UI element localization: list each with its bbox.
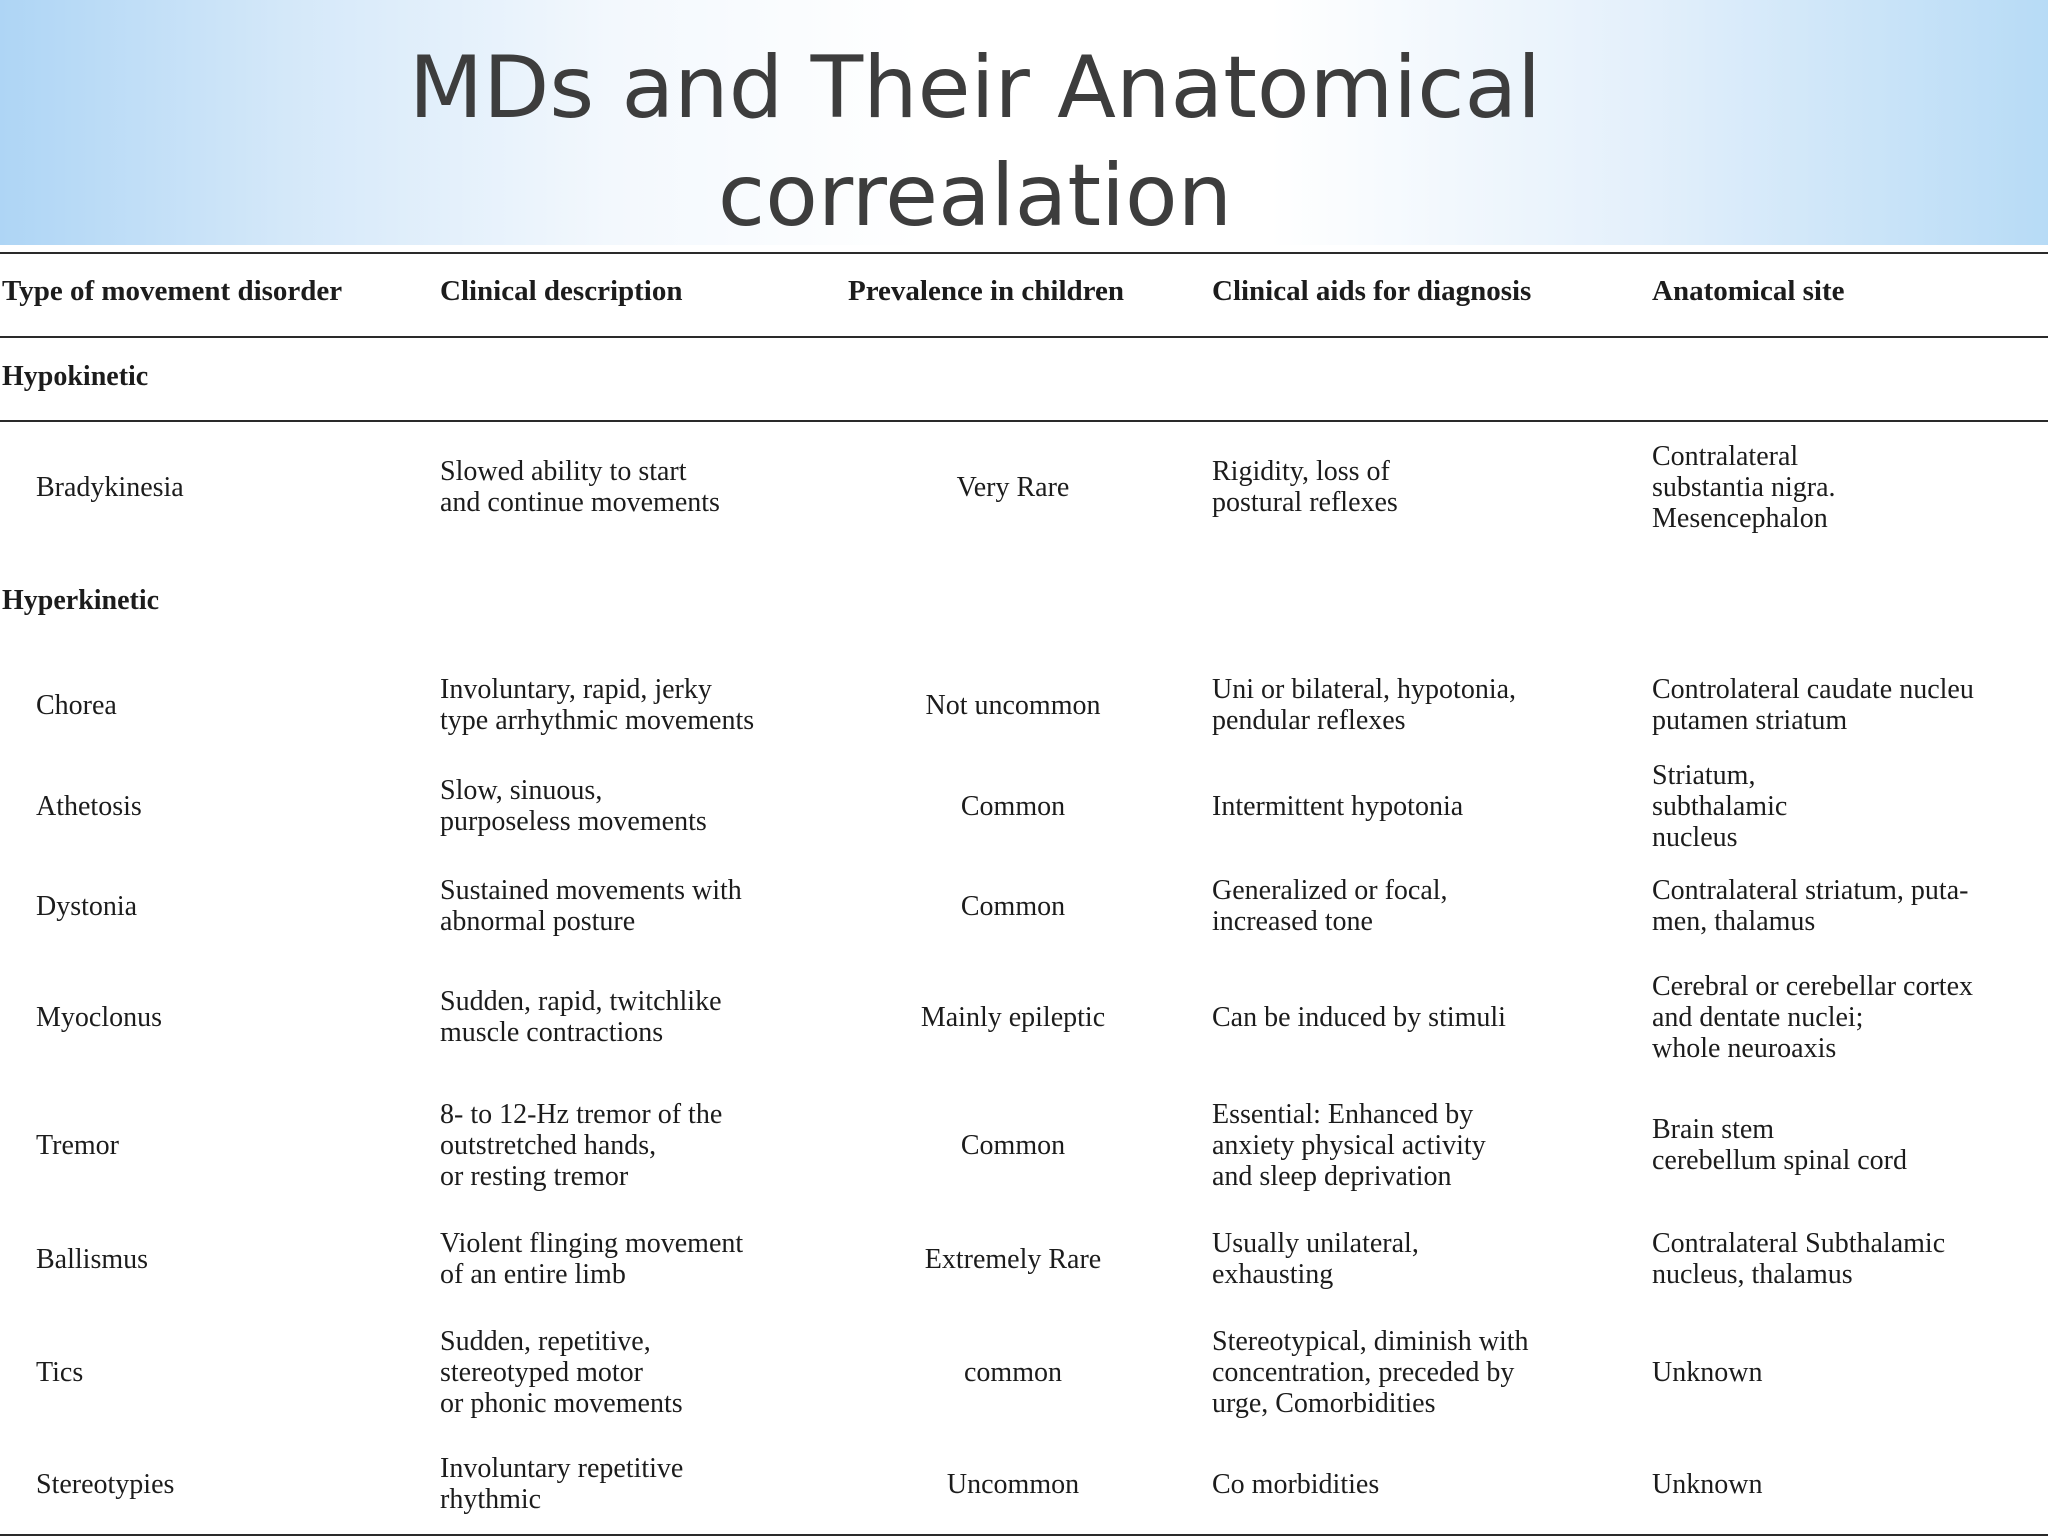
table-cell-description	[440, 456, 720, 518]
cell-line: concentration, preceded by	[1212, 1356, 1515, 1388]
cell-line: substantia nigra.	[1652, 471, 1836, 503]
movement-disorder-table	[0, 251, 2048, 1536]
cell-line: Sustained movements with	[440, 875, 742, 906]
table-cell-prevalence: Very Rare	[956, 471, 1070, 503]
table-cell-site	[1652, 1228, 1945, 1290]
table-cell-description	[440, 1453, 683, 1515]
table-cell-type: Bradykinesia	[36, 471, 184, 503]
cell-line: cerebellum spinal cord	[1652, 1145, 1908, 1176]
table-cell-aids	[1212, 1469, 1379, 1500]
table-cell-description	[440, 775, 707, 837]
cell-line: rhythmic	[440, 1484, 542, 1515]
table-cell-aids	[1212, 875, 1448, 937]
cell-line: Sudden, repetitive,	[440, 1325, 651, 1357]
cell-line: Sudden, rapid, twitchlike	[440, 986, 722, 1017]
cell-line: Contralateral Subthalamic	[1652, 1228, 1946, 1259]
cell-line: outstretched hands,	[440, 1129, 657, 1161]
cell-line: men, thalamus	[1652, 906, 1816, 937]
cell-line: abnormal posture	[440, 906, 636, 937]
group-label-hypokinetic: Hypokinetic	[2, 361, 149, 392]
table-cell-type: Athetosis	[36, 790, 142, 822]
cell-line: Violent flinging movement	[440, 1228, 744, 1259]
cell-line: anxiety physical activity	[1212, 1129, 1486, 1161]
table-cell-site	[1652, 441, 1836, 534]
column-header-site: Anatomical site	[1652, 275, 1845, 307]
cell-line: Contralateral	[1652, 440, 1799, 472]
cell-line: Contralateral striatum, puta-	[1652, 875, 1969, 906]
table-cell-type: Chorea	[36, 689, 117, 721]
table-cell-description	[440, 1326, 683, 1419]
table-cell-aids	[1212, 1099, 1486, 1192]
table-cell-prevalence: Common	[960, 890, 1066, 922]
header-bottom-rule	[0, 336, 2048, 338]
cell-line: and continue movements	[440, 487, 720, 518]
cell-line: increased tone	[1212, 906, 1373, 937]
table-cell-type: Tics	[36, 1356, 84, 1388]
slide-title	[0, 34, 1950, 250]
slide-title-line-1: MDs and Their Anatomical	[408, 38, 1542, 138]
cell-line: and sleep deprivation	[1212, 1160, 1452, 1192]
table-cell-site	[1652, 1357, 1762, 1388]
table-cell-prevalence: Common	[960, 790, 1066, 822]
table-cell-description	[440, 674, 754, 736]
cell-line: Stereotypical, diminish with	[1212, 1325, 1529, 1357]
column-header-type: Type of movement disorder	[2, 275, 343, 307]
cell-line: Slowed ability to start	[440, 456, 687, 487]
table-cell-prevalence: Common	[960, 1129, 1066, 1161]
table-cell-aids	[1212, 1228, 1419, 1290]
cell-line: nucleus	[1652, 821, 1738, 853]
cell-line: Involuntary repetitive	[440, 1453, 684, 1484]
table-cell-description	[440, 1228, 743, 1290]
table-cell-type: Stereotypies	[36, 1468, 175, 1500]
column-header-description: Clinical description	[440, 275, 683, 307]
table-cell-prevalence: common	[964, 1356, 1062, 1388]
cell-line: Uni or bilateral, hypotonia,	[1212, 674, 1517, 705]
cell-line: putamen striatum	[1652, 705, 1848, 736]
cell-line: whole neuroaxis	[1652, 1032, 1837, 1064]
cell-line: and dentate nuclei;	[1652, 1001, 1864, 1033]
cell-line: type arrhythmic movements	[440, 705, 755, 736]
table-cell-site	[1652, 760, 1787, 853]
table-cell-site	[1652, 674, 1974, 736]
cell-line: Striatum,	[1652, 759, 1756, 791]
table-cell-site	[1652, 1469, 1762, 1500]
slide-title-line-2: correalation	[717, 146, 1233, 246]
cell-line: pendular reflexes	[1212, 705, 1406, 736]
table-cell-type: Tremor	[36, 1129, 119, 1161]
group-label-hyperkinetic: Hyperkinetic	[2, 585, 160, 616]
cell-line: Can be induced by stimuli	[1212, 1001, 1506, 1033]
table-cell-site	[1652, 1114, 1907, 1176]
group-rule	[0, 420, 2048, 422]
table-cell-aids	[1212, 791, 1463, 822]
cell-line: Cerebral or cerebellar cortex	[1652, 970, 1974, 1002]
cell-line: Unknown	[1652, 1468, 1763, 1500]
table-cell-type: Myoclonus	[36, 1001, 162, 1033]
table-cell-prevalence: Mainly epileptic	[920, 1001, 1106, 1033]
cell-line: Mesencephalon	[1652, 502, 1828, 534]
cell-line: Slow, sinuous,	[440, 775, 603, 806]
table-top-rule	[0, 252, 2048, 254]
table-cell-aids	[1212, 456, 1398, 518]
column-header-prevalence: Prevalence in children	[848, 275, 1125, 307]
cell-line: Unknown	[1652, 1356, 1763, 1388]
table-cell-site	[1652, 875, 1968, 937]
table-cell-site	[1652, 971, 1973, 1064]
table-cell-aids	[1212, 674, 1516, 736]
table-cell-description	[440, 1099, 722, 1192]
cell-line: Intermittent hypotonia	[1212, 790, 1464, 822]
column-header-aids: Clinical aids for diagnosis	[1212, 275, 1532, 307]
cell-line: subthalamic	[1652, 790, 1788, 822]
cell-line: of an entire limb	[440, 1259, 626, 1290]
table-cell-description	[440, 875, 742, 937]
cell-line: exhausting	[1212, 1259, 1334, 1290]
table-cell-prevalence: Not uncommon	[925, 689, 1101, 721]
table-cell-aids	[1212, 1326, 1529, 1419]
table-cell-description	[440, 986, 722, 1048]
cell-line: nucleus, thalamus	[1652, 1259, 1853, 1290]
cell-line: urge, Comorbidities	[1212, 1387, 1436, 1419]
cell-line: Brain stem	[1652, 1114, 1775, 1145]
cell-line: 8- to 12-Hz tremor of the	[440, 1098, 723, 1130]
table-cell-aids	[1212, 1002, 1506, 1033]
cell-line: muscle contractions	[440, 1017, 664, 1048]
cell-line: Generalized or focal,	[1212, 875, 1448, 906]
table-cell-prevalence: Uncommon	[946, 1468, 1080, 1500]
cell-line: Rigidity, loss of	[1212, 456, 1390, 487]
table-cell-type: Dystonia	[36, 890, 138, 922]
cell-line: postural reflexes	[1212, 487, 1398, 518]
cell-line: purposeless movements	[440, 806, 707, 837]
cell-line: Controlateral caudate nucleu	[1652, 674, 1974, 705]
table-cell-type: Ballismus	[36, 1243, 149, 1275]
cell-line: Usually unilateral,	[1212, 1228, 1419, 1259]
table-cell-prevalence: Extremely Rare	[924, 1243, 1102, 1275]
cell-line: Co morbidities	[1212, 1468, 1380, 1500]
cell-line: or phonic movements	[440, 1387, 683, 1419]
cell-line: Involuntary, rapid, jerky	[440, 674, 712, 705]
cell-line: or resting tremor	[440, 1160, 629, 1192]
cell-line: Essential: Enhanced by	[1212, 1098, 1474, 1130]
cell-line: stereotyped motor	[440, 1356, 643, 1388]
